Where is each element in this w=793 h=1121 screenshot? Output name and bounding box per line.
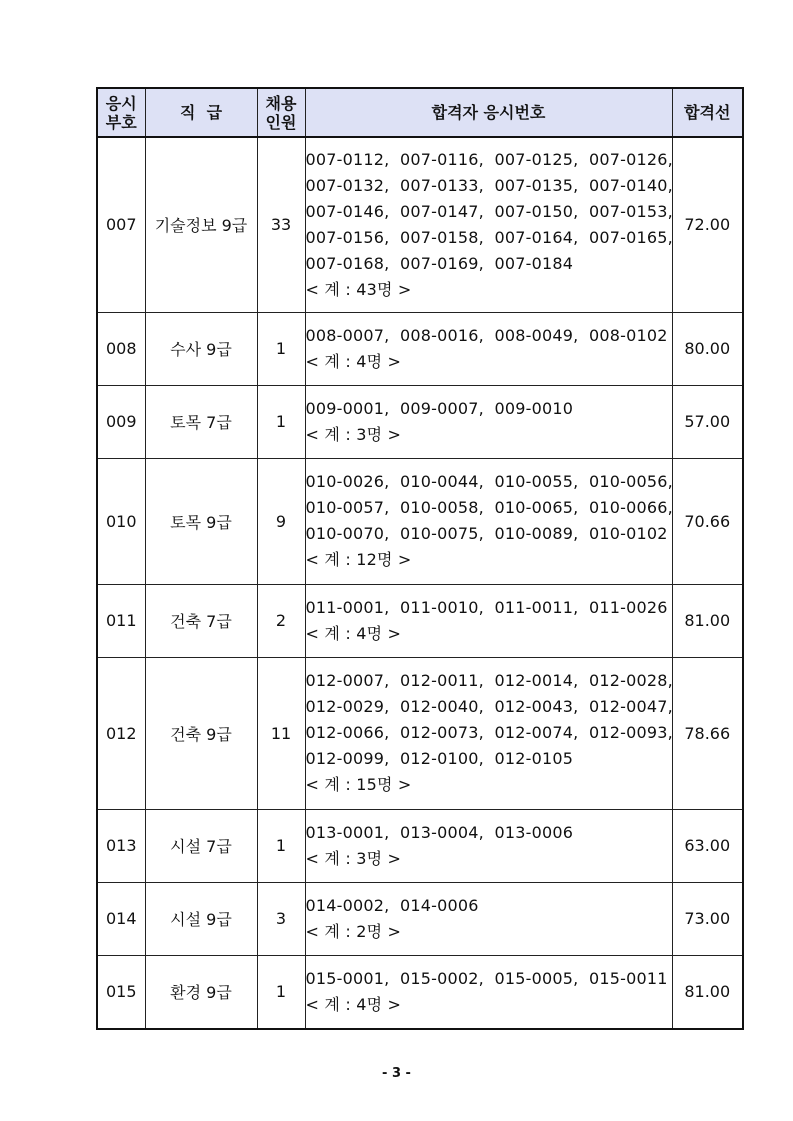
header-row — [97, 88, 743, 137]
page-number: - 3 - — [382, 1066, 411, 1081]
cell-numbers — [305, 955, 672, 1029]
candidate-total: < 계 : 3명 > — [305, 848, 402, 868]
cell-position: 시설 9급 — [145, 882, 257, 955]
candidate-numbers-line: 012-0029, 012-0040, 012-0043, 012-0047, — [305, 697, 673, 716]
header-code — [97, 88, 145, 137]
cell-position: 수사 9급 — [145, 312, 257, 385]
cell-numbers — [305, 657, 672, 809]
cell-hires: 1 — [257, 385, 305, 458]
candidate-total: < 계 : 2명 > — [305, 921, 402, 941]
cell-position: 환경 9급 — [145, 955, 257, 1029]
cell-numbers — [305, 584, 672, 657]
candidate-numbers-line: 010-0026, 010-0044, 010-0055, 010-0056, — [305, 472, 673, 491]
header-code-line1: 응시 — [105, 93, 137, 113]
candidate-numbers-line: 009-0001, 009-0007, 009-0010 — [305, 398, 574, 418]
cell-numbers — [305, 809, 672, 882]
table-row — [97, 312, 743, 385]
cell-hires: 1 — [257, 809, 305, 882]
cell-position: 건축 7급 — [145, 584, 257, 657]
cell-code: 015 — [97, 955, 145, 1029]
candidate-total: < 계 : 3명 > — [305, 424, 402, 444]
candidate-total: < 계 : 12명 > — [305, 550, 412, 569]
candidate-numbers-line: 008-0007, 008-0016, 008-0049, 008-0102 — [305, 325, 668, 345]
cell-cutoff: 80.00 — [672, 312, 743, 385]
cell-cutoff: 57.00 — [672, 385, 743, 458]
cell-cutoff: 72.00 — [672, 137, 743, 312]
cell-code: 007 — [97, 137, 145, 312]
table-header — [97, 88, 743, 137]
cell-code: 010 — [97, 458, 145, 584]
candidate-numbers-line: 010-0070, 010-0075, 010-0089, 010-0102 — [305, 524, 668, 543]
header-cutoff: 합격선 — [672, 88, 743, 137]
cell-position: 건축 9급 — [145, 657, 257, 809]
table-row — [97, 458, 743, 584]
cell-position: 시설 7급 — [145, 809, 257, 882]
header-numbers: 합격자 응시번호 — [305, 88, 672, 137]
header-hires — [257, 88, 305, 137]
candidate-numbers-line: 013-0001, 013-0004, 013-0006 — [305, 822, 574, 842]
candidate-numbers-line: 007-0156, 007-0158, 007-0164, 007-0165, — [305, 227, 673, 247]
header-code-line2: 부호 — [105, 112, 137, 132]
cell-numbers — [305, 385, 672, 458]
cell-cutoff: 81.00 — [672, 955, 743, 1029]
cell-numbers — [305, 137, 672, 312]
candidate-numbers-line: 015-0001, 015-0002, 015-0005, 015-0011 — [305, 968, 668, 988]
cell-code: 014 — [97, 882, 145, 955]
cell-numbers — [305, 458, 672, 584]
table-row — [97, 657, 743, 809]
cell-position: 토목 9급 — [145, 458, 257, 584]
candidate-total: < 계 : 15명 > — [305, 775, 412, 794]
cell-hires: 1 — [257, 312, 305, 385]
candidate-total: < 계 : 4명 > — [305, 351, 402, 371]
cell-position: 기술정보 9급 — [145, 137, 257, 312]
cell-code: 013 — [97, 809, 145, 882]
header-hires-line1: 채용 — [265, 93, 297, 113]
candidate-total: < 계 : 4명 > — [305, 994, 402, 1014]
candidate-numbers-line: 010-0057, 010-0058, 010-0065, 010-0066, — [305, 498, 673, 517]
candidate-total: < 계 : 43명 > — [305, 279, 412, 299]
cell-code: 008 — [97, 312, 145, 385]
candidate-total: < 계 : 4명 > — [305, 623, 402, 643]
cell-hires: 3 — [257, 882, 305, 955]
candidate-numbers-line: 012-0099, 012-0100, 012-0105 — [305, 749, 574, 768]
candidate-numbers-line: 007-0132, 007-0133, 007-0135, 007-0140, — [305, 175, 673, 195]
cell-hires: 9 — [257, 458, 305, 584]
candidate-numbers-line: 007-0112, 007-0116, 007-0125, 007-0126, — [305, 149, 673, 169]
table-row — [97, 882, 743, 955]
header-hires-line2: 인원 — [265, 112, 297, 132]
cell-numbers — [305, 312, 672, 385]
candidate-numbers-line: 011-0001, 011-0010, 011-0011, 011-0026 — [305, 597, 668, 617]
cell-hires: 33 — [257, 137, 305, 312]
cell-code: 011 — [97, 584, 145, 657]
candidate-numbers-line: 012-0066, 012-0073, 012-0074, 012-0093, — [305, 723, 673, 742]
cell-hires: 11 — [257, 657, 305, 809]
cell-hires: 1 — [257, 955, 305, 1029]
candidate-numbers-line: 012-0007, 012-0011, 012-0014, 012-0028, — [305, 671, 673, 690]
cell-code: 009 — [97, 385, 145, 458]
cell-cutoff: 78.66 — [672, 657, 743, 809]
cell-cutoff: 70.66 — [672, 458, 743, 584]
table-row — [97, 809, 743, 882]
cell-code: 012 — [97, 657, 145, 809]
cell-cutoff: 63.00 — [672, 809, 743, 882]
table-row — [97, 955, 743, 1029]
cell-cutoff: 73.00 — [672, 882, 743, 955]
header-position: 직 급 — [145, 88, 257, 137]
cell-numbers — [305, 882, 672, 955]
cell-position: 토목 7급 — [145, 385, 257, 458]
candidate-numbers-line: 007-0146, 007-0147, 007-0150, 007-0153, — [305, 201, 673, 221]
candidate-numbers-line: 014-0002, 014-0006 — [305, 895, 479, 915]
results-table — [96, 87, 744, 1030]
candidate-numbers-line: 007-0168, 007-0169, 007-0184 — [305, 253, 574, 273]
cell-cutoff: 81.00 — [672, 584, 743, 657]
table-row — [97, 137, 743, 312]
table-row — [97, 584, 743, 657]
table-body — [97, 137, 743, 1029]
table-row — [97, 385, 743, 458]
cell-hires: 2 — [257, 584, 305, 657]
